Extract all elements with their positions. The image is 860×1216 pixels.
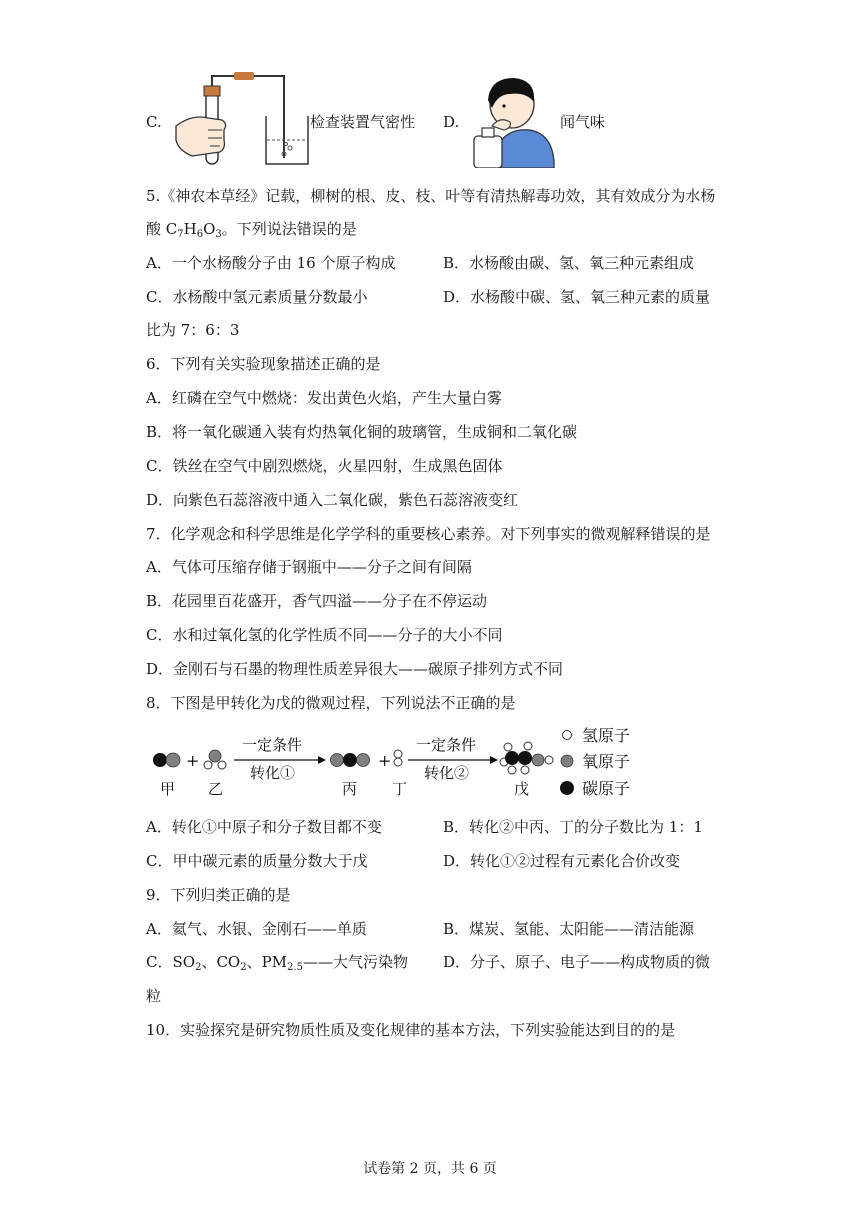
q5-stem-line1: 5.《神农本草经》记载，柳树的根、皮、枝、叶等有清热解毒功效，其有效成分为水杨 [146,187,716,205]
bing-oxygen-atom-1 [331,754,344,767]
q7-option-a: A．气体可压缩存储于钢瓶中——分子之间有间隔 [146,558,472,576]
q6-option-b: B．将一氧化碳通入装有灼热氧化铜的玻璃管，生成铜和二氧化碳 [146,423,578,441]
q5-option-d: D．水杨酸中碳、氢、氧三种元素的质量 [443,288,711,306]
label-bing: 丙 [342,780,358,798]
q9-option-d-continued: 粒 [146,987,162,1005]
condition-label-1: 一定条件 [242,736,303,754]
yi-hydrogen-atom-1 [204,761,212,769]
jia-oxygen-atom [166,753,180,767]
q5-stem-line2: 酸 $C_7H_6O_3$。下列说法错误的是 [146,220,357,240]
q9-option-c: C．$SO_2$、$CO_2$、$PM_{2.5}——$大气污染物 [146,953,408,973]
wu-hydrogen-atom-6 [521,766,529,774]
q4-option-c-caption: 检查装置气密性 [310,113,416,131]
q9-option-b: B．煤炭、氢能、太阳能——清洁能源 [443,920,695,938]
q7-option-b: B．花园里百花盛开，香气四溢——分子在不停运动 [146,592,488,610]
wu-hydrogen-atom-2 [524,742,532,750]
bing-oxygen-atom-2 [357,754,370,767]
condition-label-2: 一定条件 [416,736,477,754]
q10-stem: 10．实验探究是研究物质性质及变化规律的基本方法，下列实验能达到目的的是 [146,1021,676,1039]
wu-carbon-atom-2 [518,751,532,765]
micro-process-diagram [146,722,646,802]
plus-sign-1: + [186,751,200,770]
label-ding: 丁 [392,780,408,798]
q9-stem: 9．下列归类正确的是 [146,886,291,904]
legend-hydrogen-icon [563,731,572,740]
label-yi: 乙 [208,780,224,798]
legend-carbon-label: 碳原子 [582,779,631,798]
label-wu: 戊 [514,780,530,798]
q7-stem: 7．化学观念和科学思维是化学学科的重要核心素养。对下列事实的微观解释错误的是 [146,525,711,543]
q9-option-a: A．氦气、水银、金刚石——单质 [146,920,367,938]
q9-option-d: D．分子、原子、电子——构成物质的微 [443,953,711,971]
q6-option-c: C．铁丝在空气中剧烈燃烧，火星四射，生成黑色固体 [146,457,503,475]
q8-option-c: C．甲中碳元素的质量分数大于戊 [146,852,368,870]
q4-option-d-label: D. [443,113,460,131]
q8-stem: 8．下图是甲转化为戊的微观过程，下列说法不正确的是 [146,694,516,712]
q4-option-d-caption: 闻气味 [560,113,606,131]
smelling-gas-illustration [470,72,558,168]
q5-option-d-continued: 比为 7：6：3 [146,321,240,339]
q8-option-d: D．转化①②过程有元素化合价改变 [443,852,681,870]
q5-option-a: A．一个水杨酸分子由 16 个原子构成 [146,254,396,272]
wu-carbon-atom-1 [505,751,519,765]
q5-option-b: B．水杨酸由碳、氢、氧三种元素组成 [443,254,695,272]
ding-hydrogen-atom-2 [394,758,402,766]
bing-carbon-atom [343,753,357,767]
q4-option-c-label: C. [146,113,162,131]
label-jia: 甲 [160,780,176,798]
q7-option-c: C．水和过氧化氢的化学性质不同——分子的大小不同 [146,626,503,644]
ding-hydrogen-atom-1 [394,750,402,758]
page-footer: 试卷第 2 页，共 6 页 [363,1161,497,1177]
legend-hydrogen-label: 氢原子 [582,726,631,745]
step-label-2: 转化② [424,764,470,782]
wu-hydrogen-atom-4 [545,756,553,764]
yi-oxygen-atom [209,750,221,762]
q7-option-d: D．金刚石与石墨的物理性质差异很大——碳原子排列方式不同 [146,660,564,678]
wu-hydrogen-atom-5 [508,766,516,774]
yi-hydrogen-atom-2 [218,761,226,769]
wu-hydrogen-atom-1 [504,743,512,751]
legend-carbon-icon [560,781,574,795]
q8-option-b: B．转化②中丙、丁的分子数比为 1：1 [443,818,703,836]
jia-carbon-atom [153,753,167,767]
legend-oxygen-icon [561,755,573,767]
airtightness-apparatus-illustration [172,70,312,168]
plus-sign-2: + [378,751,392,770]
q6-option-a: A．红磷在空气中燃烧：发出黄色火焰，产生大量白雾 [146,389,502,407]
q8-option-a: A．转化①中原子和分子数目都不变 [146,818,382,836]
legend-oxygen-label: 氧原子 [582,752,631,771]
wu-oxygen-atom [532,754,544,766]
q6-option-d: D．向紫色石蕊溶液中通入二氧化碳，紫色石蕊溶液变红 [146,491,519,509]
step-label-1: 转化① [250,764,296,782]
q5-option-c: C．水杨酸中氢元素质量分数最小 [146,288,368,306]
q6-stem: 6．下列有关实验现象描述正确的是 [146,355,381,373]
